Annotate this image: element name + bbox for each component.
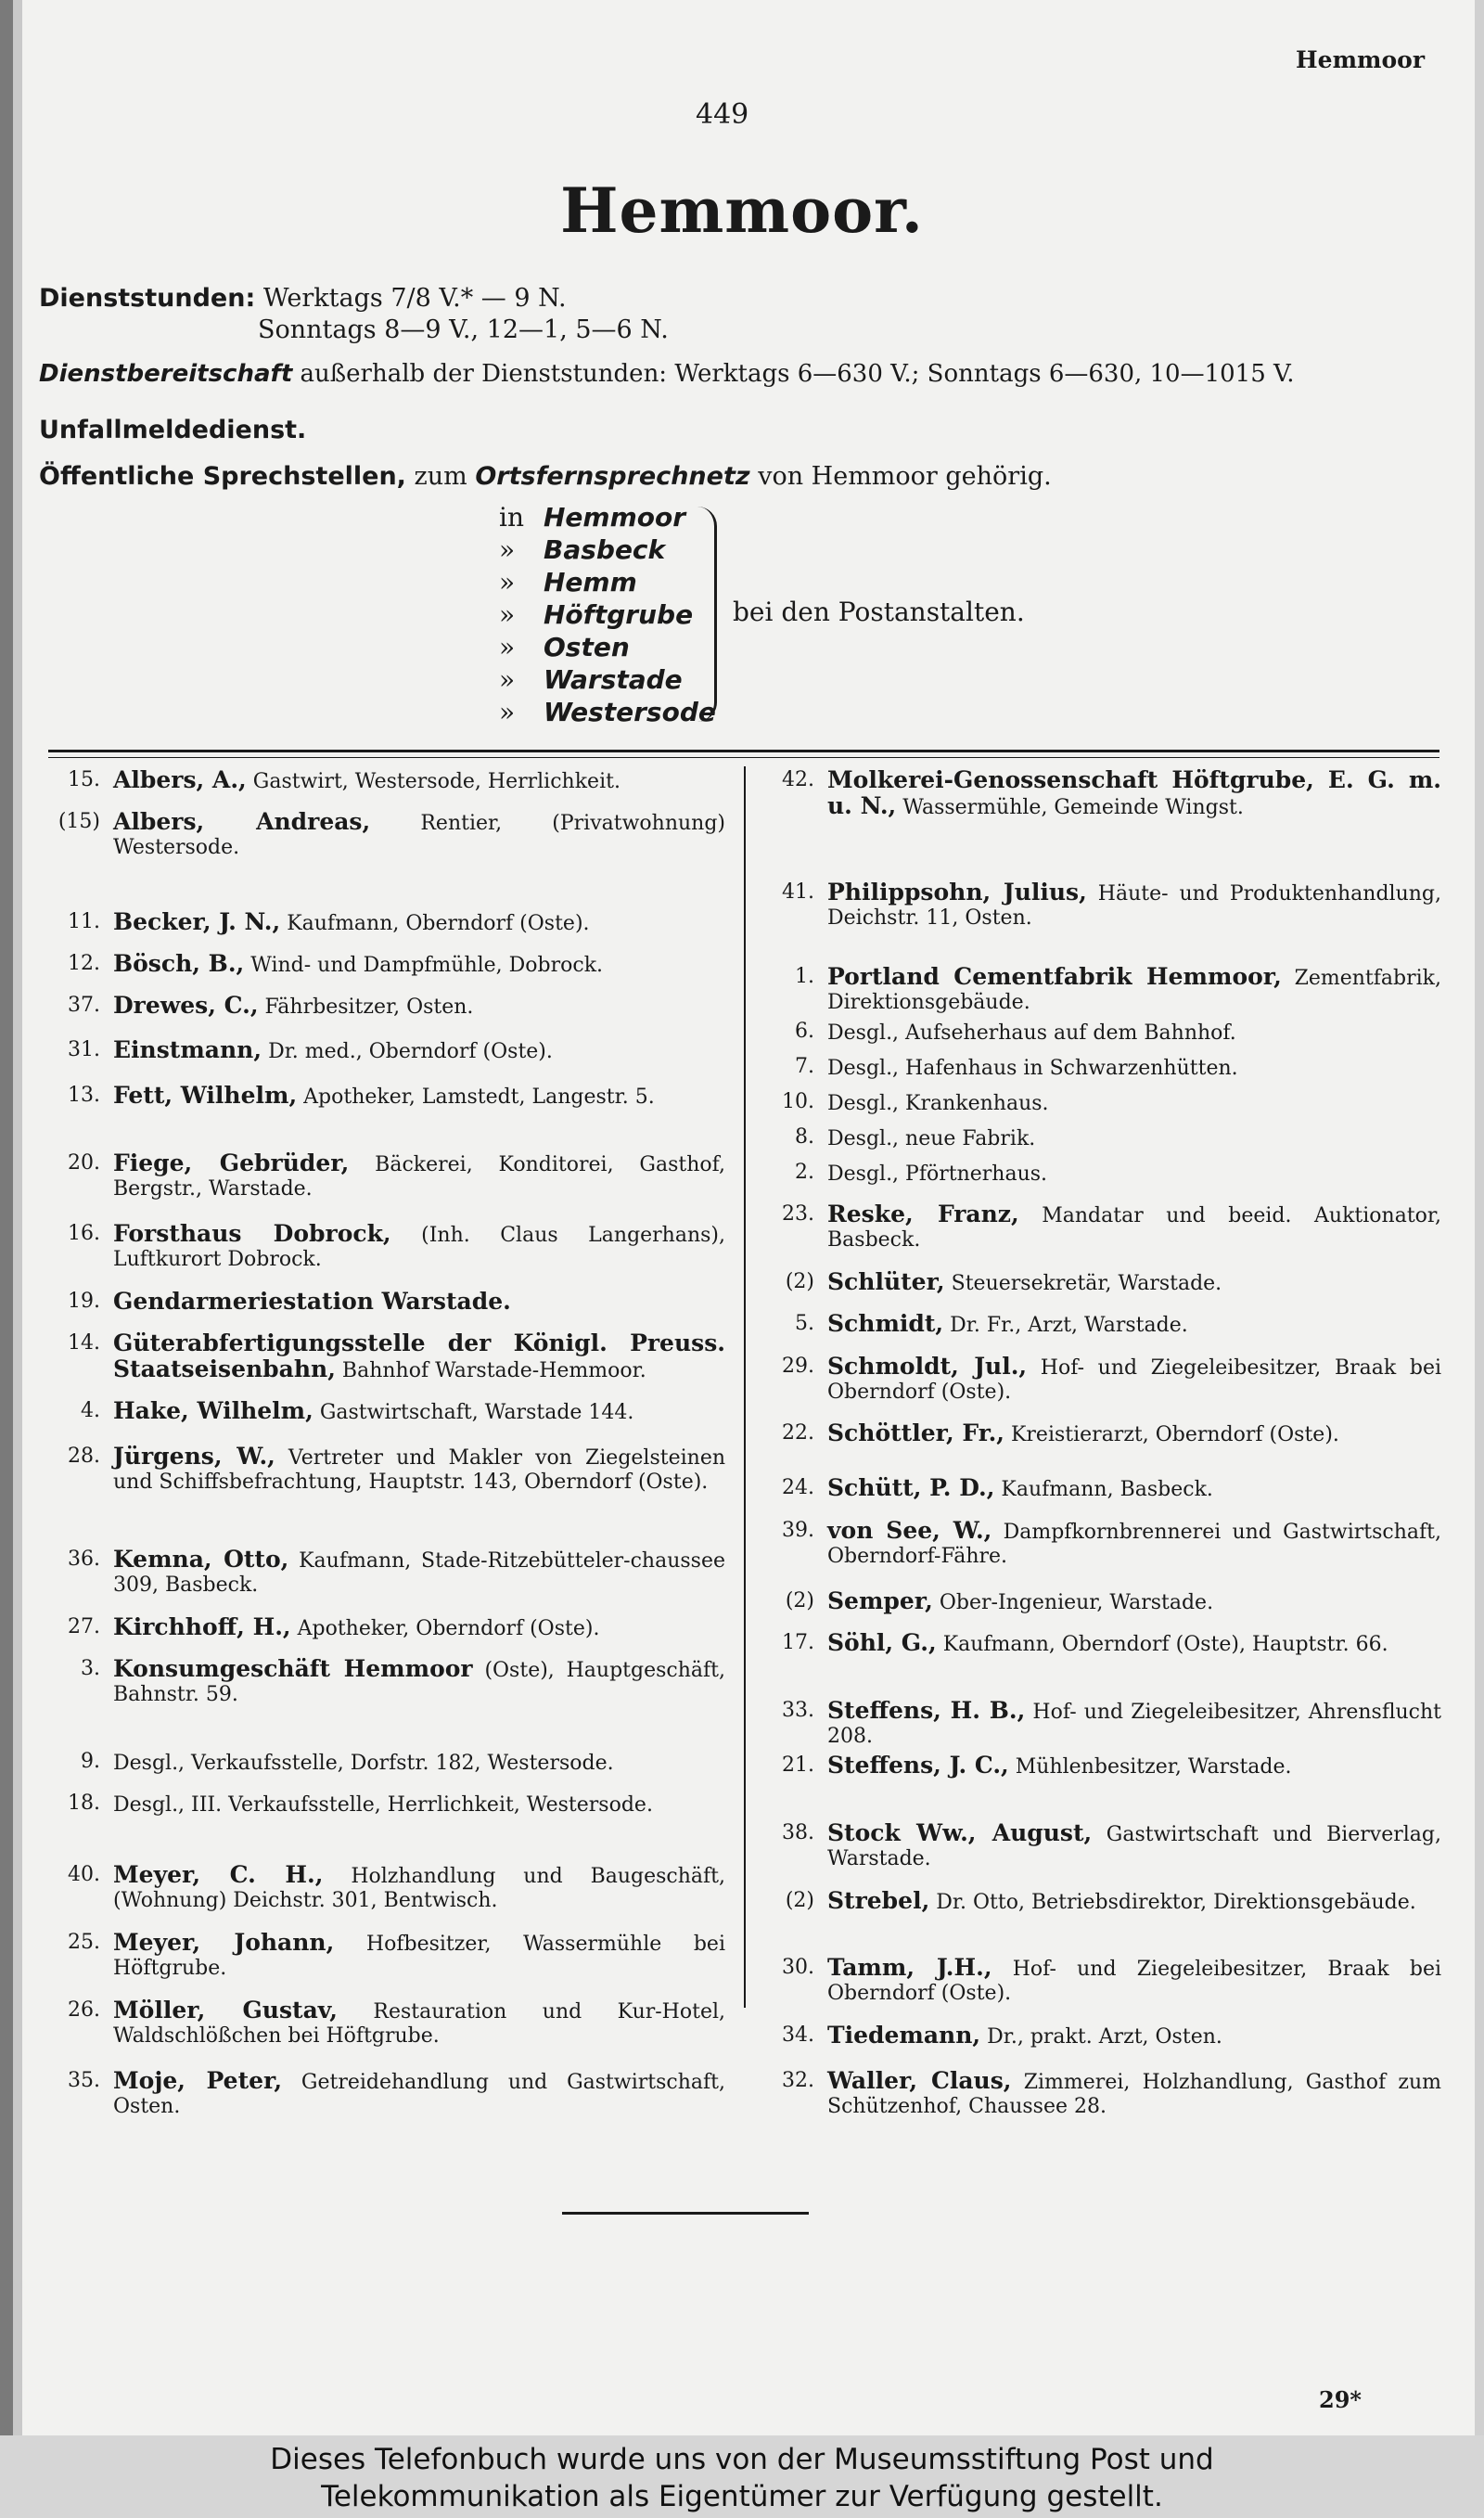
entry-body	[827, 1055, 1441, 1081]
entry-text: Mühlenbesitzer, Warstade.	[1015, 1754, 1292, 1779]
entry-body	[827, 880, 1441, 931]
entry-number: (2)	[785, 1270, 814, 1294]
sprechstellen-label: Öffentliche Sprechstellen,	[39, 462, 406, 491]
directory-entry	[48, 1084, 725, 1110]
entry-body	[827, 1696, 1441, 1749]
directory-entry	[762, 1886, 1441, 1915]
entry-name: Becker, J. N.,	[113, 907, 281, 935]
directory-entry	[48, 1222, 725, 1272]
entry-number: 22.	[782, 1421, 814, 1445]
entry-body	[113, 1399, 725, 1425]
place-item	[499, 533, 716, 566]
entry-text: Steuersekretär, Warstade.	[951, 1272, 1222, 1296]
entry-number: 36.	[68, 1547, 100, 1571]
place-item	[499, 663, 716, 696]
directory-entry	[762, 1751, 1441, 1779]
entry-name: Philippsohn, Julius,	[827, 879, 1087, 906]
directory-entry	[48, 1290, 725, 1316]
directory-entry	[762, 1696, 1441, 1749]
place-name: Westersode	[544, 697, 716, 727]
places-list	[499, 501, 716, 728]
entry-body	[827, 1090, 1441, 1116]
entry-number: 28.	[68, 1444, 100, 1468]
entry-text: (Inh. Claus Langerhans), Luftkurort Dobrock.	[113, 1224, 726, 1272]
dienststunden-label: Dienststunden:	[39, 284, 256, 313]
entry-name: Drewes, C.,	[113, 991, 259, 1019]
place-prefix: »	[499, 632, 516, 662]
entry-text: Apotheker, Lamstedt, Langestr. 5.	[303, 1086, 655, 1110]
entry-body	[113, 1038, 725, 1064]
entry-number: 25.	[68, 1930, 100, 1954]
entry-body	[113, 1545, 726, 1598]
entry-number: 11.	[68, 909, 100, 933]
entry-name: Fett, Wilhelm,	[113, 1082, 298, 1110]
entry-number: 38.	[782, 1820, 814, 1844]
entry-text: Hofbesitzer, Wassermühle bei Höftgrube.	[113, 1932, 725, 1980]
entry-text: Dampfkornbrennerei und Gastwirtschaft, Oberndorf-Fähre.	[827, 1520, 1441, 1568]
divider-thick	[48, 750, 1439, 752]
entry-text: Desgl., Krankenhaus.	[827, 1092, 1049, 1115]
entry-name: Schlüter,	[827, 1268, 945, 1296]
entry-body	[827, 1421, 1441, 1447]
directory-entry	[762, 880, 1441, 931]
entry-number: 15.	[68, 768, 100, 791]
place-prefix: »	[499, 664, 516, 695]
entry-text: Kreistierarzt, Oberndorf (Oste).	[1010, 1423, 1339, 1447]
entry-text: Gastwirt, Westersode, Herrlichkeit.	[252, 770, 620, 793]
entry-text: Kaufmann, Basbeck.	[1001, 1478, 1213, 1502]
place-name: Höftgrube	[544, 599, 694, 630]
entry-number: 21.	[782, 1753, 814, 1777]
directory-entry	[48, 2066, 725, 2119]
entry-body	[827, 962, 1441, 1015]
directory-entry	[762, 1125, 1441, 1151]
directory-entry	[48, 810, 725, 860]
entry-number: 23.	[782, 1202, 814, 1227]
entry-text: Bäckerei, Konditorei, Gasthof, Bergstr., Warstade.	[113, 1152, 725, 1201]
entry-name: Steffens, J. C.,	[827, 1751, 1009, 1779]
place-prefix: »	[499, 599, 516, 630]
directory-entry	[762, 2066, 1442, 2119]
column-divider	[744, 766, 746, 2008]
entry-name: Albers, A.,	[113, 766, 247, 793]
entry-number: 17.	[782, 1630, 814, 1654]
entry-body	[113, 2066, 725, 2119]
page-title: Hemmoor.	[560, 174, 924, 247]
directory-entry	[762, 1516, 1441, 1569]
directory-entry	[762, 1055, 1441, 1081]
page-number: 449	[696, 98, 749, 131]
entry-body	[113, 949, 725, 978]
place-prefix: in	[499, 502, 524, 533]
scan-edge-right	[1475, 0, 1484, 2435]
entry-name: Meyer, Johann,	[113, 1928, 335, 1956]
directory-entry	[48, 1399, 725, 1425]
directory-entry	[48, 768, 725, 794]
footer-banner	[0, 2435, 1484, 2518]
directory-entry	[48, 1151, 725, 1201]
entry-body	[113, 991, 725, 1020]
directory-entry	[762, 1270, 1441, 1296]
entry-number: 12.	[68, 951, 100, 975]
entry-number: 33.	[782, 1698, 814, 1722]
entry-name: Moje, Peter,	[113, 2066, 283, 2094]
entry-number: 18.	[68, 1792, 100, 1816]
entry-number: 4.	[81, 1399, 100, 1423]
entry-body	[113, 1151, 725, 1201]
entry-name: Strebel,	[827, 1886, 930, 1914]
entry-text: Desgl., neue Fabrik.	[827, 1127, 1036, 1151]
entry-number: (2)	[785, 1588, 814, 1612]
bereitschaft-text: außerhalb der Dienststunden: Werktags 6—630 V.; Sonntags 6—630, 10—1015 V.	[300, 360, 1295, 388]
entry-number: 19.	[68, 1290, 100, 1314]
entry-text: Kaufmann, Oberndorf (Oste).	[287, 911, 590, 935]
entry-body	[113, 1750, 725, 1776]
entry-body	[827, 1125, 1441, 1151]
entry-name: Söhl, G.,	[827, 1628, 937, 1656]
entry-number: 13.	[68, 1084, 100, 1108]
entry-body	[827, 1886, 1441, 1915]
dienststunden-line1	[39, 284, 567, 313]
entry-body	[113, 1928, 725, 1981]
entry-text: (Oste), Hauptgeschäft, Bahnstr. 59.	[113, 1658, 725, 1706]
entry-name: Albers, Andreas,	[113, 808, 371, 836]
scan-edge-shadow	[13, 0, 22, 2435]
directory-entry	[762, 768, 1441, 820]
entry-body	[827, 1202, 1441, 1253]
directory-entry	[762, 1352, 1442, 1405]
dienststunden-sunday: Sonntags 8—9 V., 12—1, 5—6 N.	[258, 315, 669, 344]
entry-body	[113, 1998, 725, 2049]
directory-entry	[762, 1161, 1441, 1187]
entry-number: 8.	[795, 1125, 814, 1150]
brace	[697, 507, 717, 722]
entry-text: Desgl., Pförtnerhaus.	[827, 1163, 1048, 1187]
entry-body	[827, 1312, 1441, 1338]
entry-text: Kaufmann, Oberndorf (Oste), Hauptstr. 66.	[942, 1632, 1388, 1656]
entry-name: Kirchhoff, H.,	[113, 1612, 291, 1640]
entry-body	[827, 1818, 1441, 1871]
place-name: Osten	[544, 632, 630, 662]
directory-entry	[48, 991, 725, 1020]
entry-name: Portland Cementfabrik Hemmoor,	[827, 962, 1282, 990]
directory-entry	[48, 1860, 726, 1913]
entry-text: Dr. Otto, Betriebsdirektor, Direktionsgebäude.	[936, 1890, 1416, 1914]
entry-text: Hof- und Ziegeleibesitzer, Braak bei Oberndorf (Oste).	[827, 1958, 1442, 2006]
entry-text: Dr. Fr., Arzt, Warstade.	[950, 1314, 1188, 1338]
entry-body	[827, 1628, 1441, 1657]
entry-number: 24.	[782, 1476, 814, 1500]
entry-name: Kemna, Otto,	[113, 1545, 289, 1573]
place-prefix: »	[499, 697, 516, 727]
entry-number: 16.	[68, 1222, 100, 1246]
directory-entry	[48, 907, 725, 936]
entry-text: Zimmerei, Holzhandlung, Gasthof zum Schützenhof, Chaussee 28.	[827, 2070, 1442, 2118]
entry-body	[827, 1476, 1441, 1502]
entry-body	[827, 1352, 1442, 1405]
entry-text: Bahnhof Warstade-Hemmoor.	[341, 1359, 646, 1383]
entry-number: 3.	[81, 1656, 100, 1680]
place-name: Basbeck	[544, 534, 666, 565]
entry-number: 31.	[68, 1038, 100, 1062]
directory-entry	[48, 1750, 725, 1776]
divider-thin	[48, 757, 1439, 758]
entry-number: 29.	[782, 1354, 814, 1378]
entry-name: Möller, Gustav,	[113, 1996, 338, 2023]
place-name: Warstade	[544, 664, 683, 695]
entry-number: 7.	[795, 1054, 814, 1078]
place-item	[499, 696, 716, 728]
entry-body	[827, 768, 1441, 820]
scan-edge-left	[0, 0, 13, 2435]
entry-text: Häute- und Produktenhandlung, Deichstr. 11, Osten.	[827, 882, 1441, 931]
directory-entry	[762, 1589, 1441, 1615]
entry-body	[113, 1331, 725, 1383]
entry-number: (2)	[785, 1888, 814, 1912]
entry-name: Waller, Claus,	[827, 2066, 1012, 2094]
directory-entry	[762, 1818, 1441, 1871]
directory-entry	[48, 1038, 725, 1064]
entry-name: Schöttler, Fr.,	[827, 1420, 1004, 1447]
directory-entry	[762, 2023, 1441, 2049]
entry-name: Meyer, C. H.,	[113, 1860, 324, 1888]
entry-body	[113, 810, 725, 860]
directory-entry	[762, 1020, 1441, 1046]
place-prefix: »	[499, 567, 516, 597]
entry-text: Desgl., Hafenhaus in Schwarzenhütten.	[827, 1056, 1238, 1080]
entry-number: 34.	[782, 2023, 814, 2048]
entry-number: 27.	[68, 1614, 100, 1638]
entry-number: 10.	[782, 1090, 814, 1113]
bereitschaft-label: Dienstbereitschaft	[39, 360, 293, 388]
entry-name: Bösch, B.,	[113, 949, 245, 977]
entry-number: 26.	[68, 1998, 100, 2022]
entry-number: 39.	[782, 1518, 814, 1542]
entry-text: Holzhandlung und Baugeschäft, (Wohnung) Deichstr. 301, Bentwisch.	[113, 1864, 726, 1912]
entry-text: Gastwirtschaft, Warstade 144.	[319, 1401, 634, 1425]
entry-name: Reske, Franz,	[827, 1201, 1019, 1228]
entry-body	[827, 1589, 1441, 1615]
places-suffix: bei den Postanstalten.	[733, 597, 1025, 627]
entry-number: 40.	[68, 1862, 100, 1886]
entry-number: 42.	[782, 768, 814, 791]
sprechstellen-net: Ortsfernsprechnetz	[475, 462, 750, 491]
entry-body	[827, 1020, 1441, 1046]
entry-number: (15)	[58, 810, 100, 834]
directory-entry	[48, 1928, 725, 1981]
entry-text: Zementfabrik, Direktionsgebäude.	[827, 966, 1441, 1014]
entry-text: Vertreter und Makler von Ziegelsteinen und Schiffsbefrachtung, Hauptstr. 143, Oberndorf (Oste).	[113, 1445, 726, 1494]
entry-name: Semper,	[827, 1587, 933, 1614]
directory-entry	[48, 1612, 725, 1641]
entry-name: Güterabfertigungsstelle der Königl. Preuss. Staatseisenbahn,	[113, 1330, 725, 1383]
directory-entry	[762, 962, 1441, 1015]
entry-number: 2.	[795, 1161, 814, 1185]
directory-entry	[762, 1421, 1441, 1447]
entry-name: Schmidt,	[827, 1310, 944, 1338]
place-prefix: »	[499, 534, 516, 565]
place-name: Hemm	[544, 567, 637, 597]
entry-text: Hof- und Ziegeleibesitzer, Ahrensflucht 208.	[827, 1700, 1441, 1748]
entry-number: 35.	[68, 2068, 100, 2092]
directory-entry	[762, 1476, 1441, 1502]
entry-text: Gastwirtschaft und Bierverlag, Warstade.	[827, 1822, 1441, 1870]
entry-text: Wassermühle, Gemeinde Wingst.	[902, 796, 1244, 819]
directory-entry	[48, 949, 725, 978]
place-item	[499, 566, 716, 598]
entry-name: Steffens, H. B.,	[827, 1696, 1026, 1724]
entry-number: 5.	[795, 1312, 814, 1336]
entry-name: Konsumgeschäft Hemmoor	[113, 1654, 473, 1682]
entry-text: Apotheker, Oberndorf (Oste).	[297, 1616, 600, 1640]
entry-name: Forsthaus Dobrock,	[113, 1220, 391, 1248]
entry-text: Fährbesitzer, Osten.	[264, 995, 474, 1019]
entry-body	[827, 2023, 1441, 2049]
entry-text: Desgl., Verkaufsstelle, Dorfstr. 182, Westersode.	[113, 1752, 614, 1776]
entry-text: Kaufmann, Stade-Ritzebütteler-chaussee 309, Basbeck.	[113, 1548, 726, 1597]
directory-entry	[762, 1202, 1441, 1253]
entry-body	[113, 1792, 725, 1818]
entry-number: 6.	[795, 1019, 814, 1043]
entry-name: Hake, Wilhelm,	[113, 1397, 313, 1425]
entry-number: 32.	[782, 2068, 814, 2092]
entry-body	[827, 1270, 1441, 1296]
sprechstellen-line	[39, 462, 1052, 491]
page-mark: 29*	[1319, 2386, 1362, 2413]
entry-text: Getreidehandlung und Gastwirtschaft, Osten.	[113, 2070, 725, 2118]
entry-name: von See, W.,	[827, 1516, 992, 1544]
directory-entry	[762, 1628, 1441, 1657]
directory-entry	[762, 1956, 1441, 2006]
entry-body	[827, 2066, 1442, 2119]
entry-name: Schmoldt, Jul.,	[827, 1352, 1028, 1380]
directory-entry	[48, 1331, 725, 1383]
place-item	[499, 598, 716, 631]
entry-number: 1.	[795, 964, 814, 988]
entry-name: Jürgens, W.,	[113, 1442, 275, 1470]
entry-text: Dr. med., Oberndorf (Oste).	[268, 1040, 553, 1064]
sprechstellen-mid: zum	[414, 462, 467, 491]
entry-body	[827, 1161, 1441, 1187]
directory-entry	[762, 1312, 1441, 1338]
dienststunden-weekday: Werktags 7/8 V.* — 9 N.	[262, 284, 567, 313]
entry-body	[827, 1516, 1441, 1569]
entry-body	[113, 1860, 726, 1913]
directory-entry	[48, 1442, 726, 1495]
footer-line2: Telekommunikation als Eigentümer zur Verfügung gestellt.	[321, 2480, 1163, 2513]
entry-name: Tamm, J.H.,	[827, 1954, 992, 1982]
sprechstellen-end: von Hemmoor gehörig.	[758, 462, 1052, 491]
unfallmeldedienst: Unfallmeldedienst.	[39, 416, 307, 444]
running-head: Hemmoor	[1296, 46, 1425, 73]
entry-name: Molkerei-Genossenschaft Höftgrube, E. G. m. u. N.,	[827, 766, 1441, 819]
entry-number: 14.	[68, 1331, 100, 1355]
directory-entry	[762, 1090, 1441, 1116]
entry-body	[113, 907, 725, 936]
entry-text: Mandatar und beeid. Auktionator, Basbeck.	[827, 1204, 1441, 1253]
entry-body	[113, 1084, 725, 1110]
entry-name: Gendarmeriestation Warstade.	[113, 1288, 511, 1316]
entry-name: Stock Ww., August,	[827, 1818, 1093, 1846]
place-name: Hemmoor	[544, 502, 686, 533]
entry-name: Einstmann,	[113, 1036, 262, 1064]
entry-body	[113, 1612, 725, 1641]
entry-text: Rentier, (Privatwohnung) Westersode.	[113, 812, 725, 860]
entry-text: Desgl., Aufseherhaus auf dem Bahnhof.	[827, 1021, 1236, 1045]
place-item	[499, 631, 716, 663]
entry-name: Tiedemann,	[827, 2022, 981, 2049]
entry-number: 37.	[68, 993, 100, 1017]
directory-entry	[48, 1545, 726, 1598]
entry-number: 20.	[68, 1150, 100, 1175]
entry-body	[113, 768, 725, 794]
directory-entry	[48, 1654, 725, 1707]
footer-line1: Dieses Telefonbuch wurde uns von der Museumsstiftung Post und	[270, 2443, 1214, 2476]
entry-text: Desgl., III. Verkaufsstelle, Herrlichkeit, Westersode.	[113, 1793, 653, 1818]
entry-body	[827, 1751, 1441, 1779]
entry-text: Ober-Ingenieur, Warstade.	[939, 1590, 1214, 1614]
place-item	[499, 501, 716, 533]
entry-body	[113, 1290, 725, 1316]
entry-number: 41.	[782, 880, 814, 905]
entry-name: Schütt, P. D.,	[827, 1474, 995, 1502]
entry-text: Dr., prakt. Arzt, Osten.	[987, 2025, 1222, 2049]
entry-body	[113, 1654, 725, 1707]
entry-body	[827, 1956, 1441, 2006]
entry-text: Hof- und Ziegeleibesitzer, Braak bei Oberndorf (Oste).	[827, 1355, 1442, 1404]
directory-entry	[48, 1998, 725, 2049]
entry-number: 9.	[81, 1750, 100, 1774]
entry-body	[113, 1442, 726, 1495]
bereitschaft-line	[39, 360, 1295, 388]
entry-text: Wind- und Dampfmühle, Dobrock.	[250, 953, 604, 977]
entry-text: Restauration und Kur-Hotel, Waldschlößchen bei Höftgrube.	[113, 1999, 726, 2048]
entry-number: 30.	[782, 1956, 814, 1980]
bottom-rule	[562, 2212, 809, 2215]
entry-body	[113, 1222, 725, 1272]
entry-name: Fiege, Gebrüder,	[113, 1149, 350, 1176]
directory-entry	[48, 1792, 725, 1818]
